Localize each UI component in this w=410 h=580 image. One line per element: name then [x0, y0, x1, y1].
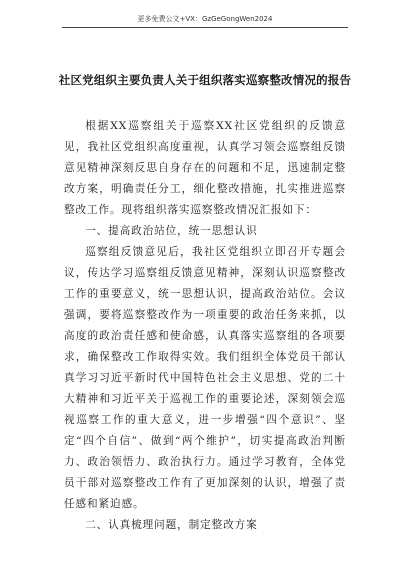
- section-heading-1: 一、提高政治站位，统一思想认识: [85, 225, 258, 237]
- document-title: 社区党组织主要负责人关于组织落实巡察整改情况的报告: [58, 73, 352, 87]
- intro-paragraph: 根据XX巡察组关于巡察XX社区党组织的反馈意见，我社区党组织高度重视，认真学习领会巡察组反馈意见精神深刻反思自身存在的问题和不足，迅速制定整改方案，明确责任分工，细化整改措施，扎实推进巡察整改工作。现将组织落实巡察整改情况汇报如下：: [64, 120, 346, 216]
- header-note: 更多免费公文+VX：GzGeGongWen2024: [137, 15, 273, 23]
- header-divider: [62, 27, 348, 28]
- section-heading-2: 二、认真梳理问题，制定整改方案: [85, 519, 258, 531]
- section-paragraph-1: 巡察组反馈意见后，我社区党组织立即召开专题会议，传达学习巡察组反馈意见精神，深刻认识巡察整改工作的重要意义，统一思想认识，提高政治站位。会议强调，要将巡察整改作为一项重要的政治任务来抓，以高度的政治责任感和使命感，认真落实巡察组的各项要求，确保整改工作取得实效。我们组织全体党员干部认真学习习近平新时代中国特色社会主义思想、党的二十大精神和习近平关于巡视工作的重要论述，深刻领会巡视巡察工作的重大意义，进一步增强“四个意识”、坚定“四个自信”、做到“两个维护”，切实提高政治判断力、政治领悟力、政治执行力。通过学习教育，全体党员干部对巡察整改工作有了更加深刻的认识，增强了责任感和紧迫感。: [64, 246, 346, 510]
- document-body: [64, 116, 346, 536]
